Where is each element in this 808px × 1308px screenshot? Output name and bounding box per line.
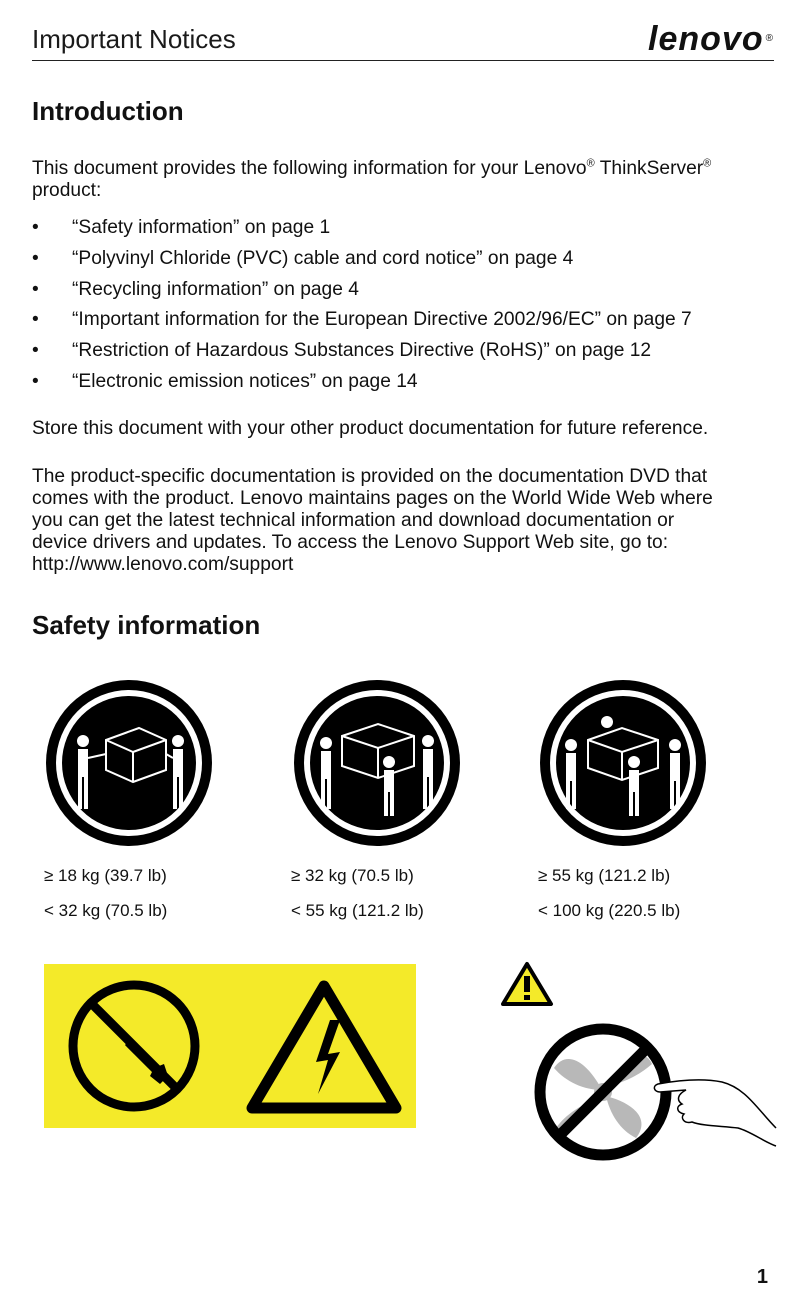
reg-mark-2: ® <box>703 157 712 170</box>
hand-icon <box>654 1080 776 1146</box>
header-title: Important Notices <box>32 24 236 54</box>
intro-text-a: This document provides the following information for your Lenovo <box>32 158 587 179</box>
list-item[interactable] <box>32 339 772 370</box>
three-person-lift-icon <box>292 678 462 848</box>
list-item[interactable] <box>32 308 772 339</box>
no-touch-fan-icon <box>526 1020 778 1170</box>
caution-icon <box>500 960 554 1008</box>
page-number: 1 <box>756 1266 768 1288</box>
lift-3-max-weight: < 100 kg (220.5 lb) <box>538 901 681 920</box>
bullet-glyph: • <box>32 370 39 392</box>
safety-heading: Safety information <box>32 610 261 640</box>
list-item[interactable] <box>32 278 772 309</box>
support-link[interactable]: http://www.lenovo.com/support <box>32 554 294 575</box>
doc-line: The product-specific documentation is provided on the documentation DVD that <box>32 466 708 487</box>
bullet-glyph: • <box>32 340 39 362</box>
electrical-hazard-label <box>44 964 416 1128</box>
reg-mark-1: ® <box>586 157 595 170</box>
four-person-lift-icon <box>538 678 708 848</box>
list-item-text[interactable]: “Safety information” on page 1 <box>72 217 331 238</box>
page-header <box>32 18 774 61</box>
bullet-glyph: • <box>32 247 39 269</box>
bullet-glyph: • <box>32 309 39 331</box>
lift-2-max-weight: < 55 kg (121.2 lb) <box>291 901 424 920</box>
logo-text: lenovo <box>648 20 764 58</box>
lenovo-logo <box>648 22 774 56</box>
list-item-text[interactable]: “Important information for the European Directive 2002/96/EC” on page 7 <box>72 309 692 331</box>
list-item[interactable] <box>32 247 772 278</box>
list-item-text[interactable]: “Restriction of Hazardous Substances Directive (RoHS)” on page 12 <box>72 340 652 362</box>
list-item-text[interactable]: “Recycling information” on page 4 <box>72 278 359 300</box>
bullet-glyph: • <box>32 278 39 300</box>
lift-1-max-weight: < 32 kg (70.5 lb) <box>44 901 168 920</box>
doc-line: you can get the latest technical information and download documentation or <box>32 510 675 531</box>
list-item[interactable] <box>32 370 772 401</box>
contents-list <box>32 216 772 401</box>
lift-3-min-weight: ≥ 55 kg (121.2 lb) <box>538 866 671 885</box>
doc-line: comes with the product. Lenovo maintains pages on the World Wide Web where <box>32 488 713 509</box>
two-person-lift-icon <box>44 678 214 848</box>
lift-2-min-weight: ≥ 32 kg (70.5 lb) <box>291 866 414 885</box>
bullet-glyph: • <box>32 217 39 238</box>
introduction-heading: Introduction <box>32 96 184 126</box>
list-item[interactable] <box>32 216 772 247</box>
intro-text-c: product: <box>32 180 102 201</box>
logo-registered-mark: ® <box>765 33 774 44</box>
list-item-text[interactable]: “Electronic emission notices” on page 14 <box>72 370 418 392</box>
list-item-text[interactable]: “Polyvinyl Chloride (PVC) cable and cord notice” on page 4 <box>72 247 574 269</box>
intro-text-b: ThinkServer <box>594 158 704 179</box>
documentation-paragraph <box>32 466 772 576</box>
lift-1-min-weight: ≥ 18 kg (39.7 lb) <box>44 866 167 885</box>
doc-line: device drivers and updates. To access the Lenovo Support Web site, go to: <box>32 532 669 553</box>
intro-paragraph <box>32 158 772 202</box>
store-paragraph: Store this document with your other product documentation for future reference. <box>32 418 709 439</box>
